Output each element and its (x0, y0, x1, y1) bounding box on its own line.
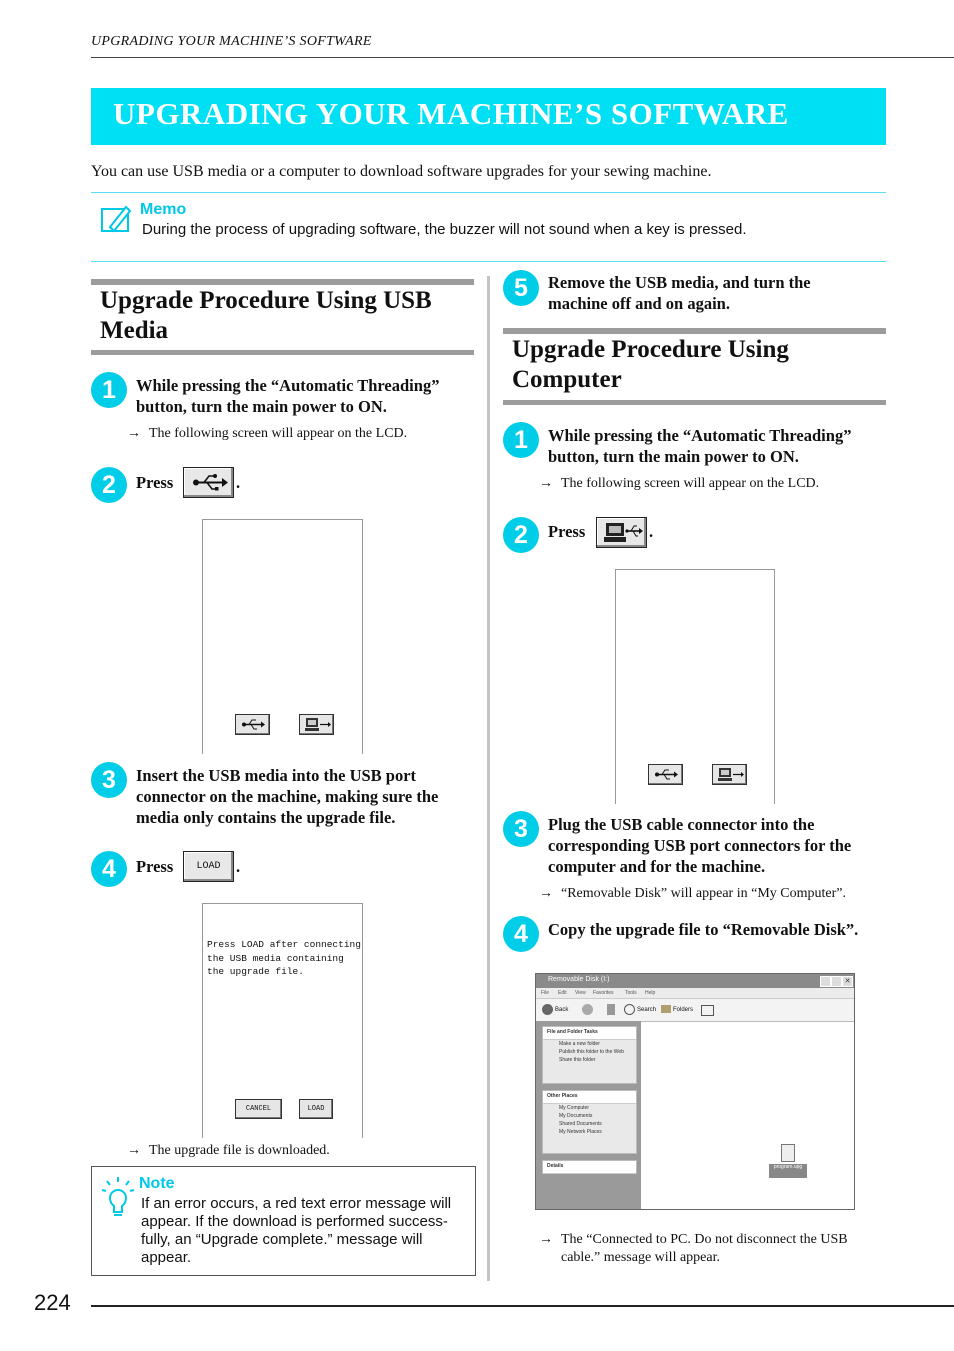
group-header[interactable]: Other Places (543, 1091, 636, 1104)
step-result (127, 1142, 330, 1160)
details-group (542, 1160, 637, 1174)
note-lightbulb-icon (101, 1176, 135, 1225)
lcd-screen (615, 569, 775, 804)
step-press-label: Press (136, 473, 174, 492)
step-number: 4 (503, 916, 539, 952)
step-line: button, turn the main power to ON. (548, 447, 799, 466)
group-header[interactable]: Details (543, 1161, 636, 1174)
step-text (548, 272, 811, 314)
step-number: 3 (503, 811, 539, 847)
load-key-button[interactable]: LOAD (183, 851, 234, 882)
lcd-message-line: the USB media containing (207, 952, 344, 964)
step-number: 4 (91, 851, 127, 887)
menu-tools[interactable]: Tools (625, 990, 637, 996)
usb-icon (184, 468, 233, 497)
pc-title-line2: Computer (512, 366, 622, 393)
chapter-title: UPGRADING YOUR MACHINE’S SOFTWARE (113, 96, 789, 131)
memo-top-rule (91, 192, 886, 193)
step-line: machine off and on again. (548, 294, 730, 313)
arrow-icon: → (539, 476, 553, 491)
place-network[interactable]: My Network Places (559, 1129, 602, 1135)
column-divider (487, 276, 490, 1281)
memo-bottom-rule (91, 261, 886, 262)
step-number: 1 (503, 422, 539, 458)
page-number: 224 (34, 1290, 71, 1315)
step-line: connector on the machine, making sure the (136, 787, 439, 806)
task-pane (536, 1021, 641, 1209)
maximize-button[interactable] (831, 976, 842, 987)
task-new-folder[interactable]: Make a new folder (559, 1041, 600, 1047)
arrow-icon: → (127, 426, 141, 441)
step-number: 2 (91, 467, 127, 503)
step-result (539, 1231, 848, 1267)
step-line: Plug the USB cable connector into the (548, 815, 815, 834)
usb-title-line1: Upgrade Procedure Using USB (100, 287, 432, 314)
step-line: computer and for the machine. (548, 857, 766, 876)
lcd-load-button[interactable]: LOAD (299, 1099, 333, 1119)
result-text: cable.” message will appear. (561, 1250, 720, 1265)
close-button[interactable]: ✕ (842, 976, 853, 987)
step-press-label: Press (548, 522, 586, 541)
lcd-load-screen (202, 903, 363, 1138)
lcd-message (207, 938, 361, 979)
step-line: corresponding USB port connectors for the (548, 836, 852, 855)
place-my-documents[interactable]: My Documents (559, 1113, 593, 1119)
lcd-pc-button[interactable] (712, 764, 747, 785)
pc-section-bar-bottom (503, 400, 886, 405)
minimize-button[interactable] (820, 976, 831, 987)
step-period: . (649, 522, 654, 541)
usb-title-line2: Media (100, 317, 169, 344)
pc-key-button[interactable] (596, 517, 647, 548)
result-text: The following screen will appear on the LCD. (561, 476, 820, 491)
file-icon[interactable] (781, 1144, 795, 1162)
step-period: . (236, 857, 241, 876)
menu-favorites[interactable]: Favorites (593, 990, 614, 996)
file-folder-tasks-group (542, 1026, 637, 1084)
step-text (136, 375, 439, 417)
step-line: Remove the USB media, and turn the (548, 273, 811, 292)
pc-section-bar-top (503, 328, 886, 334)
explorer-window (535, 973, 855, 1210)
search-button-label[interactable]: Search (637, 1007, 657, 1013)
step-line: button, turn the main power to ON. (136, 397, 387, 416)
views-icon[interactable] (701, 1005, 714, 1016)
lcd-message-line: the upgrade file. (207, 966, 304, 977)
back-icon[interactable] (542, 1004, 553, 1015)
up-folder-icon[interactable] (607, 1004, 615, 1015)
result-text: The “Connected to PC. Do not disconnect the USB (561, 1232, 848, 1247)
memo-pencil-icon (100, 203, 132, 240)
pc-usb-icon (713, 765, 746, 784)
place-shared-documents[interactable]: Shared Documents (559, 1121, 602, 1127)
memo-text: During the process of upgrading software, the buzzer will not sound when a key is pressed. (142, 221, 747, 238)
menu-view[interactable]: View (575, 990, 586, 996)
arrow-icon: → (127, 1143, 141, 1158)
place-my-computer[interactable]: My Computer (559, 1105, 590, 1111)
step-result (539, 885, 846, 903)
step-line: While pressing the “Automatic Threading” (136, 376, 440, 395)
lcd-cancel-button[interactable]: CANCEL (235, 1099, 282, 1119)
lcd-pc-button[interactable] (299, 714, 334, 735)
window-titlebar (536, 974, 854, 988)
footer-rule (91, 1305, 954, 1307)
task-publish-web[interactable]: Publish this folder to the Web (559, 1049, 624, 1055)
running-header: UPGRADING YOUR MACHINE’S SOFTWARE (91, 34, 372, 49)
intro-paragraph: You can use USB media or a computer to download software upgrades for your sewing machine. (91, 163, 712, 180)
pc-title-line1: Upgrade Procedure Using (512, 336, 789, 363)
pc-usb-icon (300, 715, 333, 734)
usb-section-bar-bottom (91, 350, 474, 355)
memo-label: Memo (140, 201, 187, 218)
arrow-icon: → (539, 886, 553, 901)
step-line: media only contains the upgrade file. (136, 808, 396, 827)
step-text (548, 814, 851, 877)
task-share-folder[interactable]: Share this folder (559, 1057, 596, 1063)
chapter-banner (91, 88, 886, 145)
menu-file[interactable]: File (541, 990, 550, 996)
step-result (127, 425, 407, 443)
lcd-usb-button[interactable] (648, 764, 683, 785)
result-text: The following screen will appear on the LCD. (149, 426, 408, 441)
note-text: If an error occurs, a red text error message will appear. If the download is performed success-fully, an “Upgrade complete.” message will appear. (141, 1195, 452, 1266)
window-title: Removable Disk (I:) (548, 976, 610, 983)
arrow-icon: → (539, 1232, 553, 1247)
usb-icon (236, 715, 269, 734)
pc-section-title (512, 335, 789, 395)
header-rule (91, 57, 954, 58)
step-text (548, 425, 851, 467)
usb-icon (649, 765, 682, 784)
step-text: Copy the upgrade file to “Removable Disk”. (548, 920, 859, 939)
step-period: . (236, 473, 241, 492)
window-toolbar (536, 999, 854, 1022)
lcd-screen (202, 519, 363, 754)
step-number: 5 (503, 270, 539, 306)
step-result (539, 475, 819, 493)
file-name[interactable]: program.upg (769, 1164, 807, 1178)
menu-help[interactable]: Help (645, 990, 656, 996)
lcd-message-line: Press LOAD after connecting (207, 939, 361, 950)
search-icon[interactable] (624, 1004, 635, 1015)
folders-icon[interactable] (661, 1005, 671, 1013)
window-menubar (536, 988, 854, 999)
result-text: “Removable Disk” will appear in “My Computer”. (561, 886, 846, 901)
step-line: While pressing the “Automatic Threading” (548, 426, 852, 445)
folders-button-label[interactable]: Folders (673, 1007, 694, 1013)
step-number: 2 (503, 517, 539, 553)
step-line: Insert the USB media into the USB port (136, 766, 417, 785)
step-press-label: Press (136, 857, 174, 876)
menu-edit[interactable]: Edit (558, 990, 567, 996)
step-text (136, 765, 438, 828)
back-button-label[interactable]: Back (555, 1007, 569, 1013)
lcd-usb-button[interactable] (235, 714, 270, 735)
forward-icon[interactable] (582, 1004, 593, 1015)
pc-usb-icon (597, 518, 646, 547)
result-text: The upgrade file is downloaded. (149, 1143, 330, 1158)
usb-section-title (100, 286, 432, 346)
other-places-group (542, 1090, 637, 1154)
group-header[interactable]: File and Folder Tasks (543, 1027, 636, 1040)
step-number: 3 (91, 762, 127, 798)
usb-section-bar-top (91, 279, 474, 285)
step-number: 1 (91, 372, 127, 408)
usb-key-button[interactable] (183, 467, 234, 498)
note-label: Note (139, 1175, 175, 1192)
